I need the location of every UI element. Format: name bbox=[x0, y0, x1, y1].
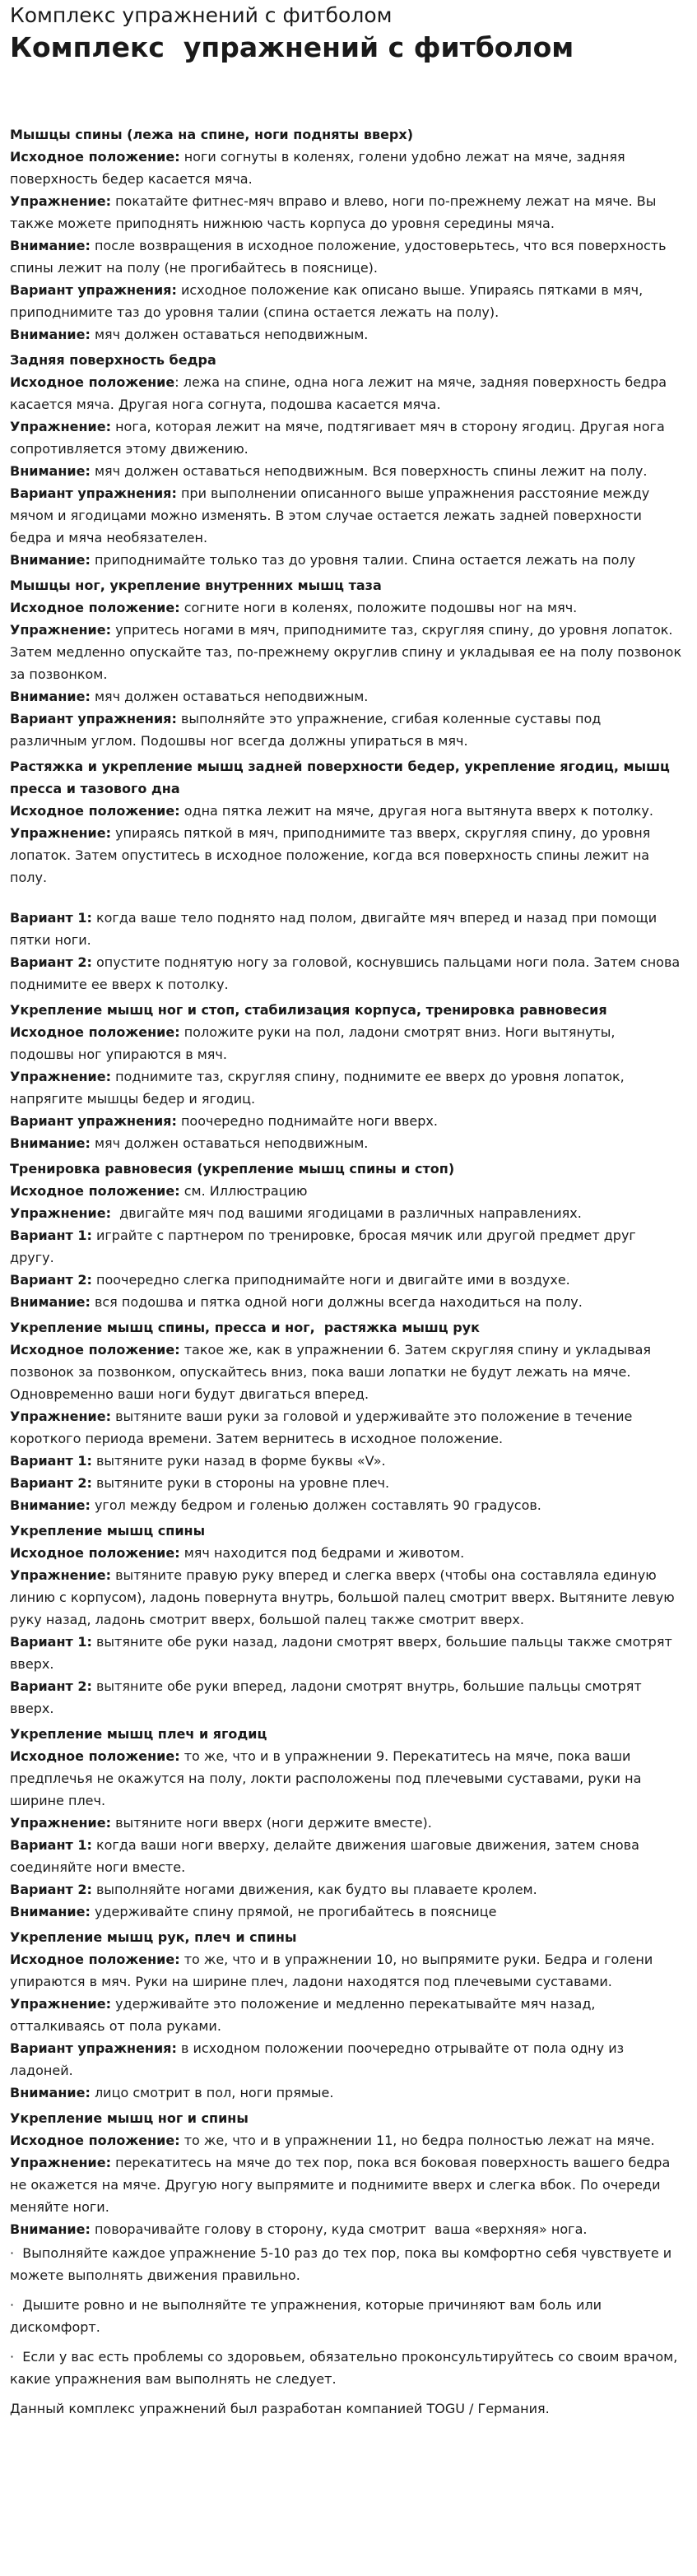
exercise-paragraph bbox=[10, 1878, 682, 1901]
exercise-paragraph bbox=[10, 1202, 682, 1224]
exercise-paragraph bbox=[10, 1901, 682, 1923]
paragraph-text: : лежа на спине, одна нога лежит на мяче, задняя поверхность бедра касается мяча. Другая нога согнута, подошва касается мяча. bbox=[10, 374, 671, 412]
paragraph-label: Исходное положение: bbox=[10, 1952, 180, 1967]
exercise-paragraph bbox=[10, 1224, 682, 1269]
note-item: · Дышите ровно и не выполняйте те упражнения, которые причиняют вам боль или дискомфорт. bbox=[10, 2297, 606, 2335]
paragraph-label: Вариант упражнения: bbox=[10, 1113, 177, 1129]
exercise-paragraph bbox=[10, 708, 682, 752]
exercise-title: Укрепление мышц рук, плеч и спины bbox=[10, 1929, 297, 1945]
note-item: · Если у вас есть проблемы со здоровьем, обязательно проконсультируйтесь со своим врачом, какие упражнения вам выполнять не следует. bbox=[10, 2349, 682, 2387]
paragraph-label: Вариант 2: bbox=[10, 1678, 92, 1694]
exercise-title: Укрепление мышц спины, пресса и ног, растяжка мышц рук bbox=[10, 1320, 480, 1335]
paragraph-label: Вариант 2: bbox=[10, 1272, 92, 1288]
exercise-section bbox=[10, 999, 682, 1154]
paragraph-text: вытяните ноги вверх (ноги держите вместе). bbox=[110, 1815, 432, 1831]
paragraph-text: выполняйте ногами движения, как будто вы плаваете кролем. bbox=[91, 1882, 537, 1897]
exercise-title: Укрепление мышц плеч и ягодиц bbox=[10, 1726, 267, 1742]
exercise-paragraph bbox=[10, 685, 682, 708]
exercise-paragraph bbox=[10, 1494, 682, 1516]
exercise-title: Мышцы спины (лежа на спине, ноги подняты вверх) bbox=[10, 127, 414, 142]
paragraph-label: Упражнение: bbox=[10, 419, 111, 434]
exercise-section bbox=[10, 2107, 682, 2240]
paragraph-label: Вариант 1: bbox=[10, 910, 92, 926]
paragraph-label: Вариант 1: bbox=[10, 1453, 92, 1469]
exercise-paragraph bbox=[10, 1405, 682, 1450]
exercise-title: Тренировка равновесия (укрепление мышц спины и стоп) bbox=[10, 1161, 455, 1177]
exercise-paragraph bbox=[10, 1834, 682, 1878]
paragraph-text: мяч должен оставаться неподвижным. bbox=[90, 1135, 369, 1151]
paragraph-text: вся подошва и пятка одной ноги должны всегда находиться на полу. bbox=[90, 1294, 583, 1310]
paragraph-label: Упражнение: bbox=[10, 1815, 111, 1831]
exercise-paragraph bbox=[10, 323, 682, 346]
exercise-section bbox=[10, 1316, 682, 1516]
paragraph-text: ноги согнуты в коленях, голени удобно лежат на мяче, задняя поверхность бедер касается мяча. bbox=[10, 149, 630, 187]
paragraph-text: двигайте мяч под вашими ягодицами в различных направлениях. bbox=[110, 1205, 582, 1221]
paragraph-text: вытяните руки назад в форме буквы «V». bbox=[91, 1453, 386, 1469]
paragraph-label: Вариант упражнения: bbox=[10, 485, 177, 501]
exercise-paragraph bbox=[10, 2037, 682, 2082]
exercise-paragraph bbox=[10, 1564, 682, 1631]
paragraph-text: угол между бедром и голенью должен составлять 90 градусов. bbox=[90, 1497, 541, 1513]
exercise-section bbox=[10, 1520, 682, 1720]
paragraph-label: Внимание: bbox=[10, 2221, 91, 2237]
page-title: Комплекс упражнений с фитболом bbox=[10, 31, 574, 63]
paragraph-label: Исходное положение: bbox=[10, 1342, 180, 1358]
exercise-section bbox=[10, 349, 682, 571]
paragraph-text: поднимите таз, скругляя спину, поднимите ее вверх до уровня лопаток, напрягите мышцы бедер и ягодиц. bbox=[10, 1069, 629, 1107]
paragraph-text: выполняйте это упражнение, сгибая коленные суставы под различным углом. Подошвы ног всегда должны упираться в мяч. bbox=[10, 711, 606, 749]
paragraph-label: Внимание: bbox=[10, 1294, 91, 1310]
exercise-paragraph bbox=[10, 2218, 682, 2240]
note-item: · Выполняйте каждое упражнение 5-10 раз до тех пор, пока вы комфортно себя чувствуете и можете выполнять движения правильно. bbox=[10, 2245, 676, 2283]
paragraph-text: одна пятка лежит на мяче, другая нога вытянута вверх к потолку. bbox=[179, 803, 653, 819]
paragraph-text: поочередно поднимайте ноги вверх. bbox=[176, 1113, 438, 1129]
paragraph-text: перекатитесь на мяче до тех пор, пока вся боковая поверхность вашего бедра не окажется на мяче. Другую ногу выпрямите и поднимите вверх и слегка вбок. По очереди меняйте ноги. bbox=[10, 2155, 675, 2215]
paragraph-label: Внимание: bbox=[10, 463, 91, 479]
paragraph-text: нога, которая лежит на мяче, подтягивает мяч в сторону ягодиц. Другая нога сопротивляется этому движению. bbox=[10, 419, 669, 457]
paragraph-label: Исходное положение: bbox=[10, 600, 180, 615]
paragraph-label: Вариант упражнения: bbox=[10, 2040, 177, 2056]
exercise-paragraph bbox=[10, 1472, 682, 1494]
paragraph-text: мяч должен оставаться неподвижным. bbox=[90, 327, 369, 342]
exercise-section bbox=[10, 123, 682, 346]
paragraph-label: Упражнение: bbox=[10, 1069, 111, 1084]
paragraph-label: Вариант упражнения: bbox=[10, 282, 177, 298]
paragraph-label: Вариант 1: bbox=[10, 1634, 92, 1650]
paragraph-label: Упражнение: bbox=[10, 622, 111, 638]
exercise-paragraph bbox=[10, 1450, 682, 1472]
paragraph-label: Исходное положение: bbox=[10, 149, 180, 165]
paragraph-text: согните ноги в коленях, положите подошвы ног на мяч. bbox=[179, 600, 578, 615]
paragraph-label: Исходное положение: bbox=[10, 803, 180, 819]
paragraph-label: Упражнение: bbox=[10, 825, 111, 841]
paragraph-text: упираясь пяткой в мяч, приподнимите таз вверх, скругляя спину, до уровня лопаток. Затем опуститесь в исходное положение, когда вся поверхность спины лежит на полу. bbox=[10, 825, 655, 885]
exercise-paragraph bbox=[10, 1675, 682, 1720]
exercise-section bbox=[10, 574, 686, 752]
exercise-paragraph bbox=[10, 1993, 682, 2037]
exercise-paragraph bbox=[10, 822, 682, 889]
paragraph-text: мяч должен оставаться неподвижным. Вся поверхность спины лежит на полу. bbox=[90, 463, 648, 479]
paragraph-label: Внимание: bbox=[10, 1904, 91, 1919]
paragraph-label: Вариант 1: bbox=[10, 1837, 92, 1853]
paragraph-text: мяч должен оставаться неподвижным. bbox=[90, 689, 369, 704]
paragraph-text: поочередно слегка приподнимайте ноги и двигайте ими в воздухе. bbox=[91, 1272, 570, 1288]
paragraph-label: Исходное положение: bbox=[10, 1024, 180, 1040]
exercise-paragraph bbox=[10, 2082, 682, 2104]
exercise-paragraph bbox=[10, 907, 682, 951]
paragraph-text: см. Иллюстрацию bbox=[179, 1183, 308, 1199]
exercise-sections bbox=[10, 123, 686, 2240]
spacer bbox=[10, 889, 682, 907]
paragraph-text: вытяните правую руку вперед и слегка вверх (чтобы она составляла единую линию с корпусом), ладонь повернута внутрь, большой палец смотрит вверх. Вытяните левую руку назад, ладонь смотрит вверх, большой палец также смотрит вверх. bbox=[10, 1567, 679, 1627]
exercise-paragraph bbox=[10, 549, 682, 571]
paragraph-label: Внимание: bbox=[10, 238, 91, 253]
paragraph-label: Исходное положение: bbox=[10, 2133, 180, 2148]
exercise-paragraph bbox=[10, 1948, 682, 1993]
exercise-paragraph bbox=[10, 482, 682, 549]
paragraph-text: упритесь ногами в мяч, приподнимите таз, скругляя спину, до уровня лопаток. Затем медленно опускайте таз, по-прежнему округлив спину и укладывая ее на полу позвонок за позвонком. bbox=[10, 622, 686, 682]
exercise-paragraph bbox=[10, 1110, 682, 1132]
paragraph-text: то же, что и в упражнении 9. Перекатитесь на мяче, пока ваши предплечья не окажутся на полу, локти расположены под плечевыми суставами, руки на ширине плеч. bbox=[10, 1748, 646, 1808]
notes-list bbox=[10, 2242, 682, 2390]
paragraph-label: Внимание: bbox=[10, 552, 91, 568]
paragraph-text: удерживайте спину прямой, не прогибайтесь в пояснице bbox=[90, 1904, 497, 1919]
paragraph-label: Упражнение: bbox=[10, 193, 111, 209]
paragraph-text: в исходном положении поочередно отрывайте от пола одну из ладоней. bbox=[10, 2040, 629, 2078]
exercise-paragraph bbox=[10, 1542, 682, 1564]
exercise-paragraph bbox=[10, 190, 682, 234]
exercise-title: Укрепление мышц ног и спины bbox=[10, 2110, 249, 2126]
exercise-title: Укрепление мышц спины bbox=[10, 1523, 206, 1539]
footer-note: Данный комплекс упражнений был разработан компанией TOGU / Германия. bbox=[10, 2401, 550, 2416]
exercise-paragraph bbox=[10, 1065, 682, 1110]
exercise-paragraph bbox=[10, 800, 682, 822]
paragraph-label: Упражнение: bbox=[10, 1996, 111, 2012]
exercise-paragraph bbox=[10, 1745, 682, 1812]
exercise-paragraph bbox=[10, 146, 682, 190]
paragraph-text: вытяните обе руки вперед, ладони смотрят внутрь, большие пальцы смотрят вверх. bbox=[10, 1678, 646, 1716]
exercise-paragraph bbox=[10, 1631, 682, 1675]
paragraph-text: лицо смотрит в пол, ноги прямые. bbox=[90, 2085, 334, 2100]
paragraph-label: Внимание: bbox=[10, 327, 91, 342]
paragraph-text: такое же, как в упражнении 6. Затем скругляя спину и укладывая позвонок за позвонком, опускайтесь вниз, пока ваши лопатки не будут лежать на мяче. Одновременно ваши ноги будут двигаться вперед. bbox=[10, 1342, 656, 1402]
paragraph-text: при выполнении описанного выше упражнения расстояние между мячом и ягодицами можно изменять. В этом случае остается лежать задней поверхности бедра и мяча необязателен. bbox=[10, 485, 654, 545]
paragraph-label: Исходное положение: bbox=[10, 1183, 180, 1199]
paragraph-text: положите руки на пол, ладони смотрят вниз. Ноги вытянуты, подошвы ног упираются в мяч. bbox=[10, 1024, 620, 1062]
paragraph-text: после возвращения в исходное положение, удостоверьтесь, что вся поверхность спины лежит на полу (не прогибайтесь в пояснице). bbox=[10, 238, 671, 276]
paragraph-label: Вариант 2: bbox=[10, 954, 92, 970]
paragraph-label: Упражнение: bbox=[10, 1567, 111, 1583]
exercise-section bbox=[10, 1158, 682, 1313]
paragraph-text: вытяните руки в стороны на уровне плеч. bbox=[91, 1475, 390, 1491]
exercise-paragraph bbox=[10, 371, 682, 415]
exercise-paragraph bbox=[10, 951, 685, 996]
exercise-title: Растяжка и укрепление мышц задней поверхности бедер, укрепление ягодиц, мышц пресса и тазового дна bbox=[10, 759, 675, 796]
paragraph-label: Внимание: bbox=[10, 689, 91, 704]
paragraph-text: исходное положение как описано выше. Упираясь пятками в мяч, приподнимите таз до уровня талии (спина остается лежать на полу). bbox=[10, 282, 648, 320]
exercise-paragraph bbox=[10, 2129, 682, 2151]
exercise-paragraph bbox=[10, 1269, 682, 1291]
paragraph-label: Внимание: bbox=[10, 2085, 91, 2100]
exercise-paragraph bbox=[10, 2151, 682, 2218]
paragraph-text: когда ваше тело поднято над полом, двигайте мяч вперед и назад при помощи пятки ноги. bbox=[10, 910, 662, 948]
exercise-title: Мышцы ног, укрепление внутренних мышц таза bbox=[10, 578, 382, 593]
paragraph-text: поворачивайте голову в сторону, куда смотрит ваша «верхняя» нога. bbox=[90, 2221, 588, 2237]
paragraph-label: Вариант 1: bbox=[10, 1228, 92, 1243]
paragraph-label: Внимание: bbox=[10, 1497, 91, 1513]
paragraph-label: Внимание: bbox=[10, 1135, 91, 1151]
paragraph-label: Исходное положение: bbox=[10, 1545, 180, 1561]
paragraph-label: Исходное положение: bbox=[10, 1748, 180, 1764]
paragraph-label: Вариант 2: bbox=[10, 1882, 92, 1897]
paragraph-label: Вариант упражнения: bbox=[10, 711, 177, 726]
paragraph-label: Вариант 2: bbox=[10, 1475, 92, 1491]
exercise-paragraph bbox=[10, 1812, 682, 1834]
exercise-section bbox=[10, 755, 685, 996]
paragraph-label: Исходное положение bbox=[10, 374, 175, 390]
exercise-paragraph bbox=[10, 1021, 682, 1065]
paragraph-text: играйте с партнером по тренировке, бросая мячик или другой предмет друг другу. bbox=[10, 1228, 640, 1265]
paragraph-text: удерживайте это положение и медленно перекатывайте мяч назад, отталкиваясь от пола руками. bbox=[10, 1996, 600, 2034]
exercise-paragraph bbox=[10, 279, 682, 323]
paragraph-text: приподнимайте только таз до уровня талии. Спина остается лежать на полу bbox=[90, 552, 636, 568]
exercise-section bbox=[10, 1926, 682, 2104]
paragraph-label: Упражнение: bbox=[10, 2155, 111, 2170]
exercise-paragraph bbox=[10, 596, 682, 619]
exercise-paragraph bbox=[10, 619, 686, 685]
paragraph-text: то же, что и в упражнении 11, но бедра полностью лежат на мяче. bbox=[179, 2133, 655, 2148]
paragraph-label: Упражнение: bbox=[10, 1409, 111, 1424]
paragraph-text: когда ваши ноги вверху, делайте движения шаговые движения, затем снова соединяйте ноги вместе. bbox=[10, 1837, 644, 1875]
exercise-paragraph bbox=[10, 1291, 682, 1313]
paragraph-text: то же, что и в упражнении 10, но выпрямите руки. Бедра и голени упираются в мяч. Руки на ширине плеч, ладони находятся под плечевыми суставами. bbox=[10, 1952, 658, 1989]
paragraph-label: Упражнение: bbox=[10, 1205, 111, 1221]
paragraph-text: вытяните ваши руки за головой и удерживайте это положение в течение короткого периода времени. Затем вернитесь в исходное положение. bbox=[10, 1409, 637, 1446]
exercise-paragraph bbox=[10, 1180, 682, 1202]
paragraph-text: мяч находится под бедрами и животом. bbox=[179, 1545, 465, 1561]
exercise-section bbox=[10, 1723, 682, 1923]
exercise-paragraph bbox=[10, 460, 682, 482]
exercise-title: Укрепление мышц ног и стоп, стабилизация корпуса, тренировка равновесия bbox=[10, 1002, 607, 1018]
exercise-paragraph bbox=[10, 1132, 682, 1154]
exercise-title: Задняя поверхность бедра bbox=[10, 352, 216, 368]
exercise-paragraph bbox=[10, 234, 682, 279]
paragraph-text: покатайте фитнес-мяч вправо и влево, ноги по-прежнему лежат на мяче. Вы также можете приподнять нижнюю часть корпуса до уровня середины мяча. bbox=[10, 193, 661, 231]
tab-title: Комплекс упражнений с фитболом bbox=[10, 3, 393, 27]
exercise-paragraph bbox=[10, 415, 682, 460]
exercise-paragraph bbox=[10, 1339, 682, 1405]
paragraph-text: вытяните обе руки назад, ладони смотрят вверх, большие пальцы также смотрят вверх. bbox=[10, 1634, 676, 1672]
paragraph-text: опустите поднятую ногу за головой, коснувшись пальцами ноги пола. Затем снова поднимите ее вверх к потолку. bbox=[10, 954, 685, 992]
